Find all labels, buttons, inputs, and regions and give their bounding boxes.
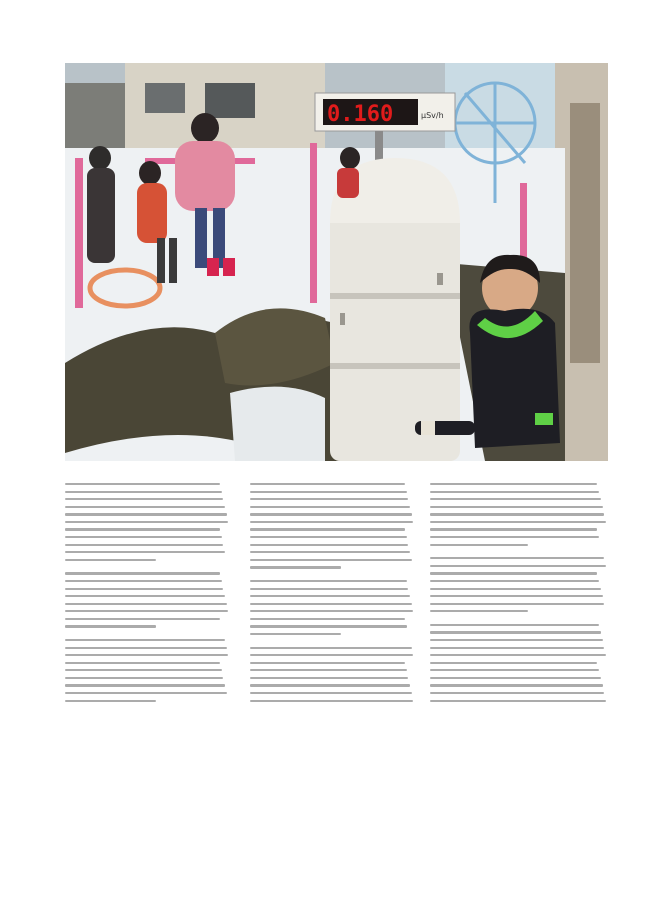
text-line	[430, 603, 604, 605]
text-line	[65, 588, 223, 590]
text-line	[250, 566, 341, 568]
text-line	[250, 521, 413, 523]
text-line	[250, 603, 412, 605]
text-line	[430, 588, 601, 590]
text-line	[430, 677, 601, 679]
text-line	[65, 595, 225, 597]
playground-photo-icon	[65, 63, 608, 461]
text-line	[65, 580, 222, 582]
text-line	[250, 610, 413, 612]
text-line	[430, 498, 601, 500]
text-line	[250, 700, 413, 702]
text-line	[65, 483, 220, 485]
text-line	[65, 692, 227, 694]
text-line	[65, 544, 223, 546]
text-line	[250, 513, 412, 515]
text-line	[250, 654, 413, 656]
text-line	[65, 677, 223, 679]
text-line	[430, 544, 528, 546]
text-line	[430, 521, 606, 523]
text-line	[430, 483, 597, 485]
text-line	[250, 684, 410, 686]
text-line	[250, 677, 408, 679]
text-line	[65, 647, 227, 649]
text-line	[65, 491, 222, 493]
text-line	[65, 521, 228, 523]
text-line	[250, 528, 405, 530]
text-line	[65, 528, 220, 530]
text-line	[250, 580, 407, 582]
text-line	[250, 588, 408, 590]
text-line	[430, 647, 604, 649]
text-line	[65, 654, 228, 656]
text-line	[430, 572, 597, 574]
text-line	[65, 536, 222, 538]
text-line	[430, 536, 599, 538]
text-line	[250, 662, 405, 664]
text-line	[65, 610, 228, 612]
text-line	[430, 624, 599, 626]
text-line	[430, 639, 603, 641]
text-line	[430, 580, 599, 582]
text-line	[250, 491, 407, 493]
text-line	[430, 513, 604, 515]
text-line	[250, 692, 412, 694]
text-line	[250, 647, 412, 649]
text-line	[430, 631, 601, 633]
text-line	[430, 662, 597, 664]
text-line	[65, 625, 156, 627]
text-line	[250, 551, 410, 553]
text-line	[430, 669, 599, 671]
text-line	[65, 684, 225, 686]
text-line	[65, 700, 156, 702]
text-line	[430, 565, 606, 567]
text-line	[65, 669, 222, 671]
text-line	[250, 498, 408, 500]
text-line	[65, 639, 225, 641]
display-digits: 0.160	[327, 102, 394, 127]
text-line	[430, 557, 604, 559]
text-line	[250, 625, 407, 627]
text-line	[250, 618, 405, 620]
text-line	[250, 506, 410, 508]
text-line	[250, 536, 407, 538]
text-line	[250, 559, 412, 561]
text-line	[65, 506, 225, 508]
article-column-3	[430, 483, 608, 803]
text-line	[65, 662, 220, 664]
article-column-1	[65, 483, 230, 803]
text-line	[430, 595, 603, 597]
svg-text:μSv/h: μSv/h	[421, 111, 444, 120]
text-line	[250, 633, 341, 635]
text-line	[250, 669, 407, 671]
text-line	[65, 559, 156, 561]
text-line	[65, 603, 227, 605]
text-line	[250, 483, 405, 485]
text-line	[430, 528, 597, 530]
text-line	[430, 506, 603, 508]
text-line	[250, 544, 408, 546]
article-photo	[65, 63, 608, 461]
text-line	[430, 610, 528, 612]
text-line	[65, 572, 220, 574]
text-line	[65, 513, 227, 515]
article-column-2	[250, 483, 415, 803]
text-line	[430, 700, 606, 702]
text-line	[65, 498, 223, 500]
text-line	[430, 491, 599, 493]
text-line	[65, 618, 220, 620]
text-line	[430, 654, 606, 656]
text-line	[250, 595, 410, 597]
text-line	[430, 692, 604, 694]
text-line	[430, 684, 603, 686]
text-line	[65, 551, 225, 553]
